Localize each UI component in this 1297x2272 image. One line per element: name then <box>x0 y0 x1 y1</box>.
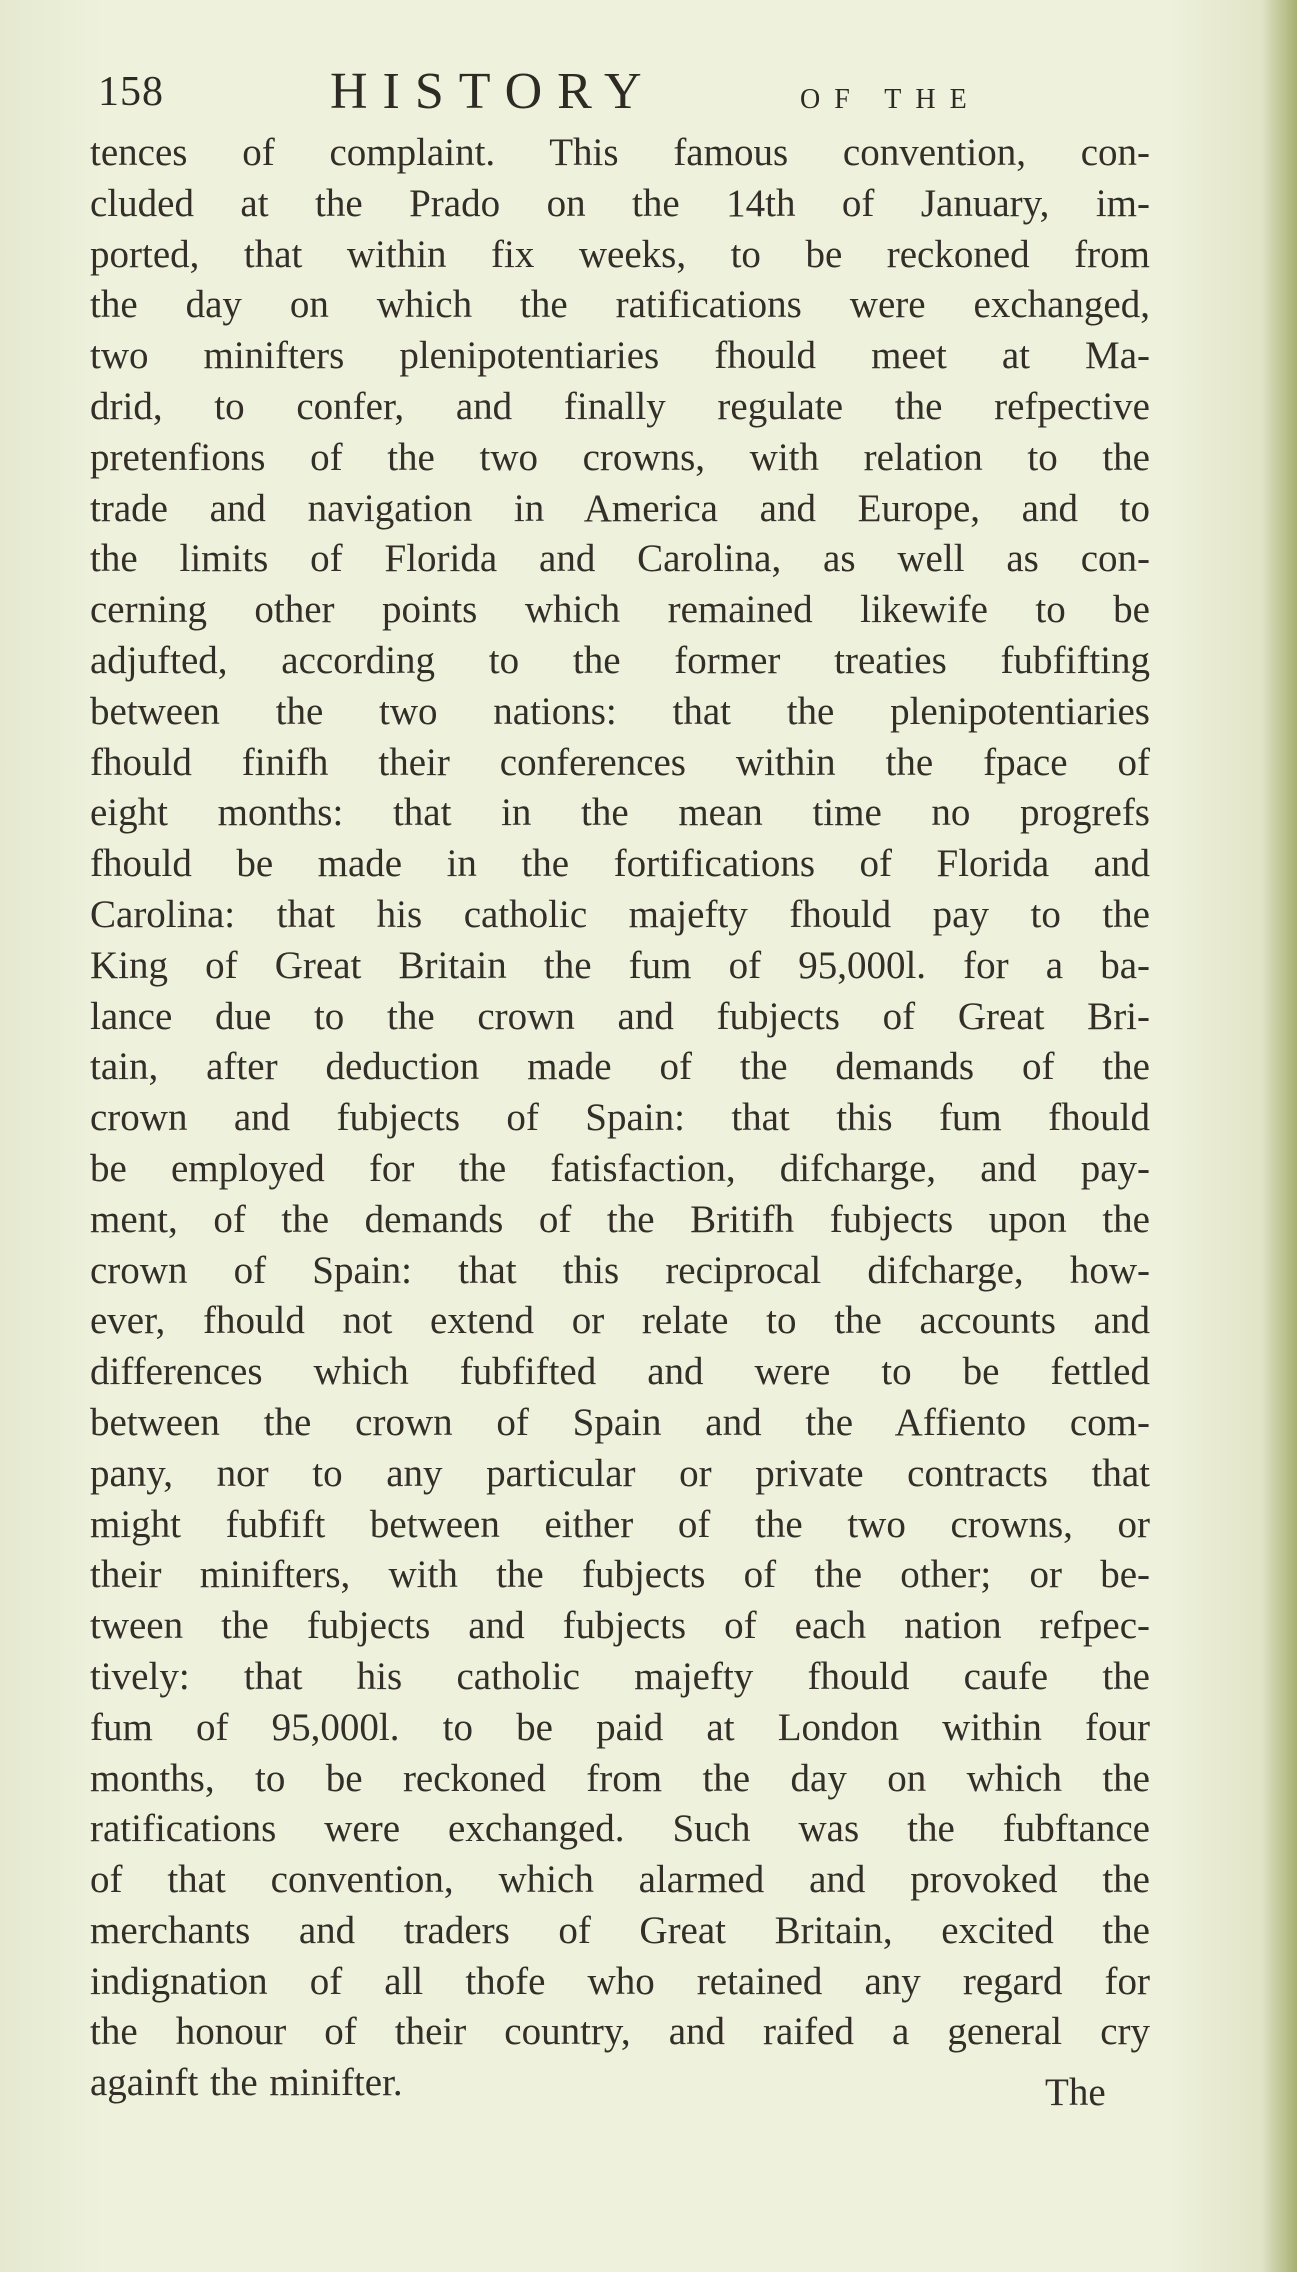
text-line-last: againft the minifter. <box>90 2061 403 2105</box>
text-line: the honour of their country, and raifed a general cry <box>90 2010 1150 2054</box>
text-line: merchants and traders of Great Britain, excited the <box>90 1908 1150 1952</box>
text-line: tain, after deduction made of the demands of the <box>90 1045 1150 1089</box>
text-line: crown and fubjects of Spain: that this fum fhould <box>90 1096 1150 1140</box>
text-line: lance due to the crown and fubjects of Great Bri- <box>90 994 1150 1038</box>
text-line: ever, fhould not extend or relate to the accounts and <box>90 1299 1150 1343</box>
text-line: pretenfions of the two crowns, with relation to the <box>90 435 1150 479</box>
text-line: fhould finifh their conferences within the fpace of <box>90 740 1150 784</box>
text-line: ment, of the demands of the Britifh fubjects upon the <box>90 1197 1150 1241</box>
text-line: their minifters, with the fubjects of the other; or be- <box>90 1553 1150 1597</box>
catchword: The <box>1045 2071 1106 2114</box>
text-line: trade and navigation in America and Europe, and to <box>90 486 1150 530</box>
text-line: months, to be reckoned from the day on which the <box>90 1756 1150 1800</box>
text-line: indignation of all thofe who retained any regard for <box>90 1959 1150 2003</box>
text-line: drid, to confer, and finally regulate the refpective <box>90 384 1150 428</box>
running-subtitle: OF THE <box>800 84 981 115</box>
text-line: of that convention, which alarmed and provoked the <box>90 1858 1150 1902</box>
text-line: the day on which the ratifications were exchanged, <box>90 283 1150 327</box>
text-line: Carolina: that his catholic majefty fhould pay to the <box>90 892 1150 936</box>
text-line: King of Great Britain the fum of 95,000l. for a ba- <box>90 943 1150 987</box>
text-line: tween the fubjects and fubjects of each nation refpec- <box>90 1604 1150 1648</box>
text-line: tively: that his catholic majefty fhould caufe the <box>90 1654 1150 1698</box>
text-line: adjufted, according to the former treaties fubfifting <box>90 638 1150 682</box>
page-number: 158 <box>98 69 164 115</box>
text-line: eight months: that in the mean time no progrefs <box>90 791 1150 835</box>
text-line: the limits of Florida and Carolina, as well as con- <box>90 537 1150 581</box>
text-line: be employed for the fatisfaction, difcharge, and pay- <box>90 1146 1150 1190</box>
text-line: might fubfift between either of the two crowns, or <box>90 1502 1150 1546</box>
text-line: between the crown of Spain and the Affiento com- <box>90 1400 1150 1444</box>
text-line: crown of Spain: that this reciprocal difcharge, how- <box>90 1248 1150 1292</box>
text-line: differences which fubfifted and were to be fettled <box>90 1350 1150 1394</box>
text-line: pany, nor to any particular or private contracts that <box>90 1451 1150 1495</box>
text-line: ported, that within fix weeks, to be reckoned from <box>90 232 1150 276</box>
text-line: ratifications were exchanged. Such was the fubftance <box>90 1807 1150 1851</box>
running-header <box>80 62 1180 132</box>
text-line: two minifters plenipotentiaries fhould meet at Ma- <box>90 334 1150 378</box>
text-line: cluded at the Prado on the 14th of January, im- <box>90 181 1150 225</box>
text-line: cerning other points which remained likewife to be <box>90 588 1150 632</box>
running-title: HISTORY <box>330 63 657 120</box>
text-line: between the two nations: that the plenipotentiaries <box>90 689 1150 733</box>
page-edge-shadow <box>1263 0 1297 2272</box>
body-text <box>90 128 1150 2109</box>
text-line: tences of complaint. This famous convention, con- <box>90 131 1150 174</box>
text-line: fhould be made in the fortifications of Florida and <box>90 842 1150 886</box>
text-line: fum of 95,000l. to be paid at London within four <box>90 1705 1150 1749</box>
